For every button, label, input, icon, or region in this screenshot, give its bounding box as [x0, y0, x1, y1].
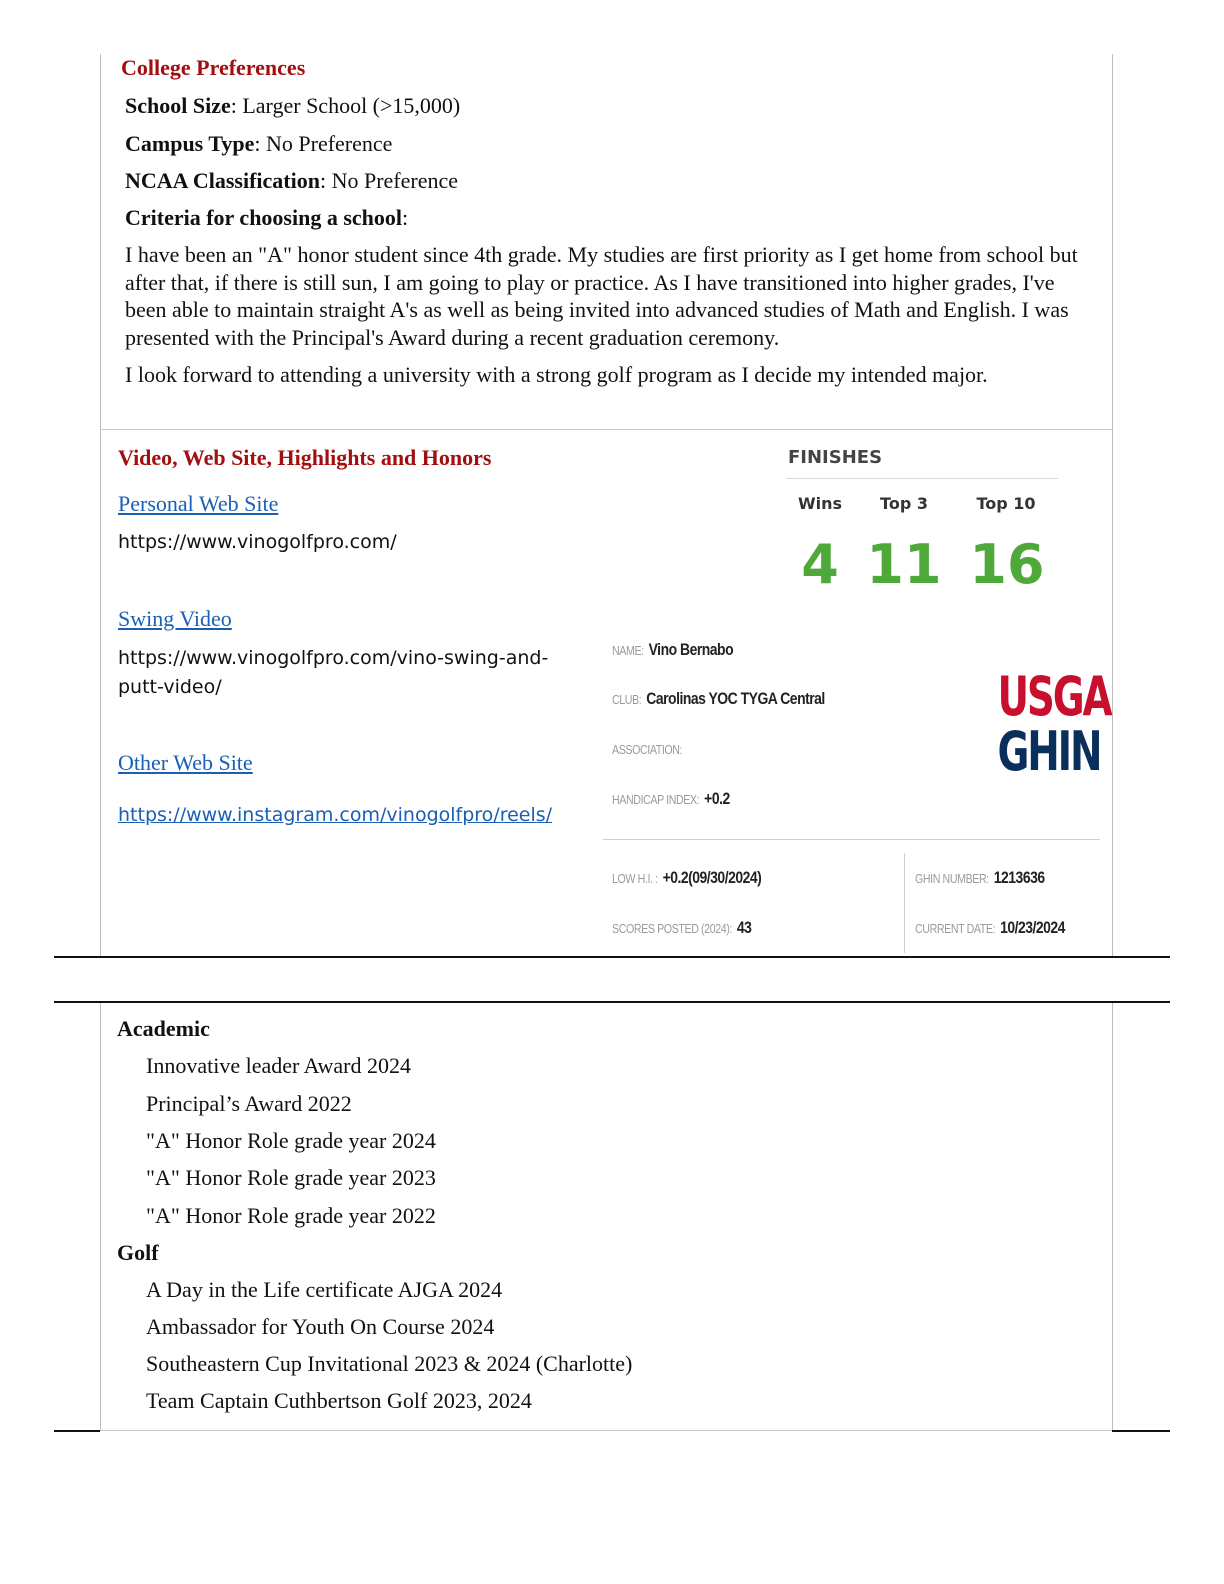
golf-item: Ambassador for Youth On Course 2024	[146, 1314, 495, 1339]
ghin-scores-value: 43	[736, 918, 752, 937]
golf-item: Team Captain Cuthbertson Golf 2023, 2024	[146, 1388, 532, 1413]
ghin-card-vertical-divider	[904, 853, 905, 953]
left-border-honors	[100, 1003, 101, 1431]
ghin-low-hi-row	[612, 868, 761, 888]
golf-item: Southeastern Cup Invitational 2023 & 2024 (Charlotte)	[146, 1351, 633, 1376]
video-section-title: Video, Web Site, Highlights and Honors	[118, 445, 492, 470]
ghin-name-row	[612, 640, 733, 660]
swing-video-url: https://www.vinogolfpro.com/vino-swing-and-putt-video/	[118, 647, 549, 698]
criteria-paragraph-1: I have been an "A" honor student since 4th grade. My studies are first priority as I get home from school but after that, if there is still sun, I am going to play or practice. As I have transitioned into higher grades, I've been able to maintain straight A's as well as being invited into advanced studies of Math and English. I was presented with the Principal's Award during a recent graduation ceremony.	[125, 242, 1078, 350]
left-border-top	[100, 54, 101, 957]
finishes-title: FINISHES	[788, 447, 883, 468]
ghin-low-hi-value: +0.2(09/30/2024)	[662, 868, 762, 887]
campus-type-label: Campus Type	[125, 131, 255, 156]
golf-heading: Golf	[117, 1240, 159, 1265]
section-divider	[100, 429, 1112, 430]
usga-logo-text: USGA	[997, 665, 1111, 728]
swing-video-link[interactable]: Swing Video	[118, 606, 232, 631]
top10-value: 16	[969, 533, 1045, 596]
criteria-paragraph-2: I look forward to attending a university with a strong golf program as I decide my intended major.	[125, 362, 988, 387]
academic-heading: Academic	[117, 1016, 210, 1041]
personal-web-site-link[interactable]: Personal Web Site	[118, 491, 279, 516]
honors-bottom-line	[100, 1430, 1112, 1431]
ncaa-row	[125, 168, 458, 194]
school-size-value: : Larger School (>15,000)	[230, 93, 461, 118]
academic-item: "A" Honor Role grade year 2023	[146, 1165, 436, 1190]
right-border-top	[1112, 54, 1113, 957]
criteria-colon: :	[402, 205, 409, 230]
honors-bottom-left-rule	[54, 1430, 100, 1432]
criteria-row	[125, 205, 408, 231]
ghin-handicap-value: +0.2	[704, 789, 730, 808]
wins-label: Wins	[797, 494, 843, 513]
ghin-current-date-label: CURRENT DATE:	[915, 921, 996, 936]
campus-type-value: : No Preference	[254, 131, 393, 156]
ghin-association-label: ASSOCIATION:	[612, 742, 683, 757]
top3-label: Top 3	[880, 494, 928, 513]
ghin-name-label: NAME:	[612, 643, 644, 658]
criteria-label: Criteria for choosing a school	[125, 205, 403, 230]
table-bottom-rule	[54, 956, 1170, 958]
ghin-association-row	[612, 739, 687, 759]
instagram-url-link[interactable]: https://www.instagram.com/vinogolfpro/reels/	[118, 804, 553, 826]
school-size-row	[125, 93, 460, 119]
ghin-current-date-value: 10/23/2024	[1000, 918, 1065, 937]
academic-item: "A" Honor Role grade year 2024	[146, 1128, 436, 1153]
top3-value: 11	[866, 533, 942, 596]
ghin-current-date-row	[915, 918, 1065, 938]
wins-value: 4	[801, 533, 839, 596]
college-preferences-title: College Preferences	[121, 55, 306, 80]
ghin-club-row	[612, 689, 825, 709]
ghin-handicap-row	[612, 789, 730, 809]
other-web-site-link[interactable]: Other Web Site	[118, 750, 253, 775]
campus-type-row	[125, 131, 392, 157]
ghin-card-divider	[603, 839, 1100, 840]
ghin-handicap-label: HANDICAP INDEX:	[612, 792, 700, 807]
ghin-scores-row	[612, 918, 751, 938]
golf-item: A Day in the Life certificate AJGA 2024	[146, 1277, 503, 1302]
finishes-underline	[786, 478, 1058, 479]
ghin-number-row	[915, 868, 1045, 888]
ncaa-value: : No Preference	[319, 168, 458, 193]
right-border-honors	[1112, 1003, 1113, 1431]
ghin-number-label: GHIN NUMBER:	[915, 871, 989, 886]
ghin-low-hi-label: LOW H.I. :	[612, 871, 658, 886]
ghin-club-label: CLUB:	[612, 692, 642, 707]
top10-label: Top 10	[976, 494, 1036, 513]
ghin-club-value: Carolinas YOC TYGA Central	[646, 689, 825, 708]
academic-item: Innovative leader Award 2024	[146, 1053, 411, 1078]
ghin-scores-label: SCORES POSTED (2024):	[612, 921, 732, 936]
academic-item: Principal’s Award 2022	[146, 1091, 352, 1116]
personal-web-site-url: https://www.vinogolfpro.com/	[118, 531, 397, 553]
academic-item: "A" Honor Role grade year 2022	[146, 1203, 436, 1228]
ghin-name-value: Vino Bernabo	[648, 640, 734, 659]
ghin-logo-text: GHIN	[997, 720, 1101, 783]
honors-top-rule	[54, 1001, 1170, 1003]
honors-bottom-right-rule	[1112, 1430, 1170, 1432]
ncaa-label: NCAA Classification	[125, 168, 320, 193]
ghin-number-value: 1213636	[993, 868, 1045, 887]
school-size-label: School Size	[125, 93, 231, 118]
